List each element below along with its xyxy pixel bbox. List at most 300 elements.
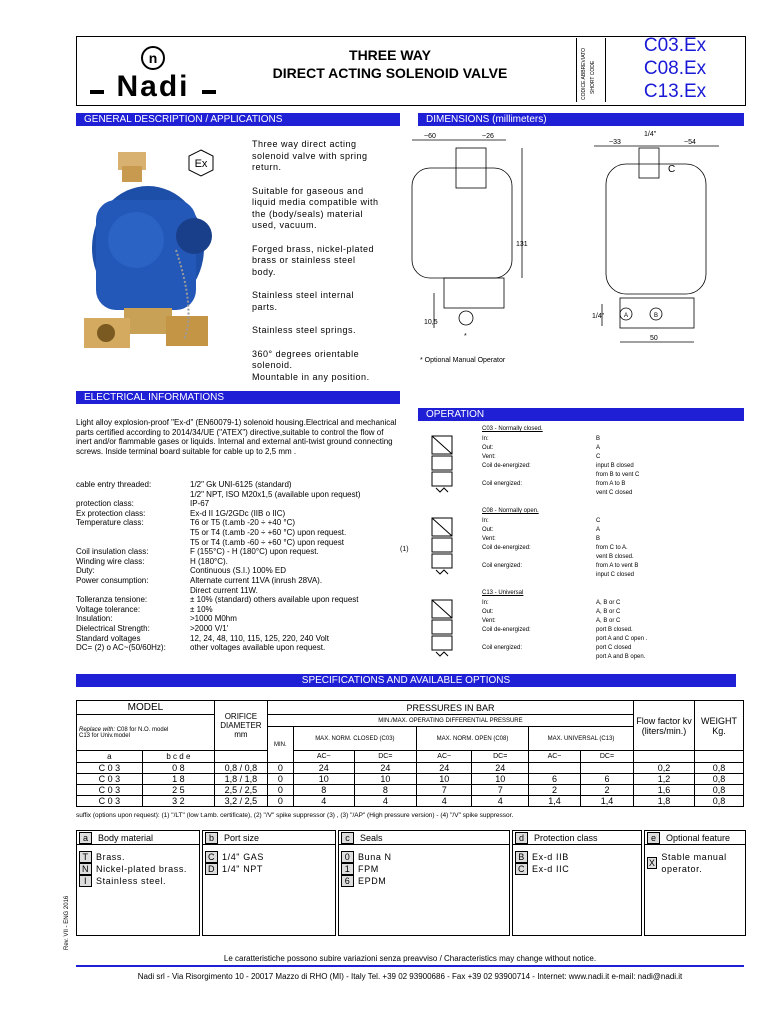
table-cell: 8 bbox=[293, 785, 354, 796]
operation-line bbox=[482, 600, 620, 606]
option-title: Body material bbox=[98, 832, 154, 843]
svg-text:50: 50 bbox=[650, 335, 658, 342]
spec-value: ± 10% bbox=[190, 604, 213, 614]
electrical-heading: ELECTRICAL INFORMATIONS bbox=[76, 391, 400, 404]
electrical-intro: Light alloy explosion-proof "Ex-d" (EN60079-1) solenoid housing.Electrical and mechanical parts certified according to 2014/34/UE ("ATEX") directive,suitable to control the flow of inert and/or flammable gases or liquids. Internal and external anti-twist ground connecting screws. Inside terminal board suitable for cable up to 2,5 mm . bbox=[76, 418, 397, 456]
table-cell: 1,6 bbox=[634, 785, 695, 796]
operation-line bbox=[482, 445, 600, 451]
operation-line bbox=[482, 472, 639, 478]
operation-value: A bbox=[596, 445, 601, 451]
operation-key: Vent: bbox=[482, 454, 496, 460]
operation-key bbox=[482, 554, 596, 560]
dc-label: DC= bbox=[472, 751, 529, 763]
company-address: Nadi srl - Via Risorgimento 10 - 20017 Mazzo di RHO (MI) - Italy Tel. +39 02 93900686 - Fax +39 02 93900714 - Internet: www.nadi.it e-mail: nadi@nadi.it bbox=[137, 972, 683, 981]
option-code: D bbox=[205, 863, 218, 875]
option-header bbox=[513, 831, 641, 845]
option-header bbox=[645, 831, 745, 845]
option-text: 1/4" GAS bbox=[222, 852, 265, 862]
operation-heading: OPERATION bbox=[418, 408, 744, 421]
operation-line bbox=[482, 609, 620, 615]
operation-panel bbox=[418, 424, 738, 664]
option-item bbox=[77, 863, 199, 875]
dimensions-heading: DIMENSIONS (millimeters) bbox=[418, 113, 744, 126]
option-text: Stable manual operator. bbox=[661, 852, 727, 874]
table-row bbox=[77, 796, 744, 807]
spec-key: protection class: bbox=[76, 499, 134, 509]
weight-header: WEIGHT Kg. bbox=[695, 701, 744, 751]
table-cell: 3,2 / 2,5 bbox=[214, 796, 267, 807]
operation-value: input C closed bbox=[596, 572, 635, 578]
option-letter: c bbox=[341, 832, 354, 844]
spec-key: Voltage tolerance: bbox=[76, 604, 141, 614]
general-heading: GENERAL DESCRIPTION / APPLICATIONS bbox=[76, 113, 400, 126]
table-cell: 4 bbox=[354, 796, 416, 807]
option-box bbox=[202, 830, 336, 936]
spec-key: Dielectrical Strength: bbox=[76, 623, 150, 633]
operation-value: C bbox=[596, 518, 601, 524]
svg-text:Ex: Ex bbox=[194, 158, 208, 170]
manual-operator-note: * Optional Manual Operator bbox=[420, 357, 506, 364]
operation-line bbox=[482, 554, 634, 560]
option-box bbox=[76, 830, 200, 936]
dc-label: DC= bbox=[354, 751, 416, 763]
operation-key: Vent: bbox=[482, 536, 496, 542]
table-cell: 0,8 bbox=[695, 774, 744, 785]
operation-title: C03 - Normally closed. bbox=[482, 426, 543, 432]
option-item bbox=[513, 851, 641, 863]
operation-group bbox=[418, 424, 738, 504]
revision-label: Rev. VII - ENG 2016 bbox=[64, 895, 70, 950]
operation-key bbox=[482, 654, 596, 660]
operation-value: from A to B bbox=[596, 481, 626, 487]
operation-line bbox=[482, 572, 634, 578]
operation-value: B bbox=[596, 536, 601, 542]
suffix-note: suffix (options upon request): (1) "/LT" (low t.amb. certificate), (2) "/V" spike suppressor (3) , (3) "/AP" (High pressure version) - (4) "/V" spike suppressor. bbox=[76, 812, 514, 819]
option-item bbox=[645, 851, 745, 875]
spec-value: T5 or T4 (t.amb -20 ÷ +60 °C) upon request. bbox=[190, 527, 347, 537]
option-title: Protection class bbox=[534, 832, 598, 843]
table-cell: 1,8 bbox=[634, 796, 695, 807]
option-code: C bbox=[515, 863, 528, 875]
valve-symbol-icon bbox=[424, 596, 460, 660]
max-open-header: MAX. NORM. OPEN (C08) bbox=[417, 727, 529, 751]
svg-text:*: * bbox=[464, 333, 467, 340]
operation-key: Coil de-energized: bbox=[482, 627, 531, 633]
spec-row bbox=[76, 509, 406, 519]
spec-key: Temperature class: bbox=[76, 518, 144, 528]
option-letter: e bbox=[647, 832, 660, 844]
option-code: C bbox=[205, 851, 218, 863]
spec-row bbox=[76, 528, 406, 538]
spec-key: Tolleranza tensione: bbox=[76, 595, 148, 605]
note-mark: (1) bbox=[400, 546, 409, 553]
specs-heading: SPECIFICATIONS AND AVAILABLE OPTIONS bbox=[76, 674, 736, 687]
valve-symbol-icon bbox=[424, 514, 460, 578]
table-cell: 10 bbox=[472, 774, 529, 785]
max-univ-header: MAX. UNIVERSAL (C13) bbox=[529, 727, 634, 751]
spec-value: Continuous (S.I.) 100% ED bbox=[190, 566, 287, 576]
operation-title: C13 - Universal bbox=[482, 590, 524, 596]
table-cell: 2 bbox=[580, 785, 633, 796]
option-code: X bbox=[648, 858, 656, 868]
spec-value: >1000 M0hm bbox=[190, 614, 237, 624]
ex-hexagon-icon bbox=[186, 148, 216, 178]
operation-line bbox=[482, 490, 632, 496]
operation-line bbox=[482, 481, 625, 487]
svg-text:Nadi: Nadi bbox=[116, 70, 190, 100]
option-text: Ex-d IIB bbox=[532, 852, 569, 862]
specs-table-wrap bbox=[76, 700, 744, 807]
spec-value: H (180°C). bbox=[190, 556, 228, 566]
desc-paragraph: 360° degrees orientable solenoid. Mountable in any position. bbox=[252, 348, 370, 382]
table-cell: 1,2 bbox=[634, 774, 695, 785]
operation-value: port A and C open . bbox=[596, 636, 648, 642]
spec-value: Direct current 11W. bbox=[190, 585, 258, 595]
orifice-header: ORIFICE DIAMETER mm bbox=[214, 701, 267, 751]
option-code: B bbox=[515, 851, 528, 863]
operation-value: from A to vent B bbox=[596, 563, 639, 569]
spec-value: IP-67 bbox=[190, 499, 210, 509]
letters-bcde: b c d e bbox=[142, 751, 214, 763]
spec-row bbox=[76, 586, 406, 596]
option-code: 6 bbox=[341, 875, 354, 887]
table-cell: 2 bbox=[529, 785, 581, 796]
spec-key: Standard voltages bbox=[76, 633, 141, 643]
svg-text:~60: ~60 bbox=[424, 133, 436, 140]
operation-line bbox=[482, 536, 600, 542]
operation-value: from B to vent C bbox=[596, 472, 640, 478]
table-cell: 4 bbox=[472, 796, 529, 807]
operation-key: Coil energized: bbox=[482, 481, 523, 487]
operation-key: Coil de-energized: bbox=[482, 545, 531, 551]
operation-group bbox=[418, 506, 738, 586]
spec-key: Insulation: bbox=[76, 614, 113, 624]
table-cell: 24 bbox=[354, 763, 416, 774]
table-cell: 2 5 bbox=[142, 785, 214, 796]
ac-label: AC~ bbox=[293, 751, 354, 763]
option-item bbox=[513, 863, 641, 875]
desc-paragraph: Three way direct acting solenoid valve with spring return. bbox=[252, 139, 368, 172]
table-cell: 0,8 bbox=[695, 785, 744, 796]
operation-line bbox=[482, 563, 638, 569]
spec-key: Winding wire class: bbox=[76, 556, 145, 566]
operation-line bbox=[482, 636, 647, 642]
operation-value: vent B closed. bbox=[596, 554, 634, 560]
svg-text:131: 131 bbox=[516, 241, 528, 248]
table-cell: 0 bbox=[267, 763, 293, 774]
spec-key: DC= (2) o AC~(50/60Hz): bbox=[76, 643, 166, 653]
table-cell: 7 bbox=[417, 785, 472, 796]
operation-line bbox=[482, 454, 600, 460]
nadi-logo bbox=[88, 42, 218, 100]
table-cell: 10 bbox=[293, 774, 354, 785]
option-item bbox=[339, 851, 509, 863]
spec-row bbox=[76, 490, 406, 500]
option-box bbox=[512, 830, 642, 936]
table-cell: 0,2 bbox=[634, 763, 695, 774]
svg-text:1/4": 1/4" bbox=[644, 131, 657, 138]
option-code: N bbox=[79, 863, 92, 875]
option-letter: a bbox=[79, 832, 92, 844]
operation-line bbox=[482, 545, 628, 551]
operation-value: A, B or C bbox=[596, 600, 621, 606]
desc-paragraph: Stainless steel internal parts. bbox=[252, 290, 355, 312]
operation-key bbox=[482, 472, 596, 478]
specs-table bbox=[76, 700, 744, 807]
operation-key bbox=[482, 490, 596, 496]
spec-value: T6 or T5 (t.amb -20 ÷ +40 °C) bbox=[190, 518, 296, 528]
operation-line bbox=[482, 654, 645, 660]
operation-key: In: bbox=[482, 518, 489, 524]
table-cell: 8 bbox=[354, 785, 416, 796]
table-cell: 24 bbox=[417, 763, 472, 774]
table-cell: 6 bbox=[529, 774, 581, 785]
desc-paragraph: Stainless steel springs. bbox=[252, 325, 357, 335]
operation-line bbox=[482, 518, 600, 524]
operation-key: Coil energized: bbox=[482, 645, 523, 651]
option-letter: b bbox=[205, 832, 218, 844]
table-row bbox=[77, 763, 744, 774]
operation-key bbox=[482, 572, 596, 578]
option-text: Nickel-plated brass. bbox=[96, 864, 188, 874]
table-cell bbox=[529, 763, 581, 774]
svg-text:~54: ~54 bbox=[684, 139, 696, 146]
replace-note bbox=[77, 715, 215, 751]
title-line-1: THREE WAY bbox=[349, 47, 431, 63]
options-area bbox=[76, 830, 744, 938]
option-code: I bbox=[79, 875, 92, 887]
operation-line bbox=[482, 618, 620, 624]
model-code: C03.Ex bbox=[643, 35, 707, 56]
ac-label: AC~ bbox=[529, 751, 581, 763]
spec-row bbox=[76, 643, 406, 653]
svg-text:~33: ~33 bbox=[609, 139, 621, 146]
electrical-specs bbox=[76, 480, 406, 653]
replace-detail: C08 for N.O. model C13 for Univ.model bbox=[79, 726, 169, 739]
title-line-2: DIRECT ACTING SOLENOID VALVE bbox=[272, 65, 508, 81]
spec-key: cable entry threaded: bbox=[76, 480, 152, 489]
table-cell: 4 bbox=[417, 796, 472, 807]
table-cell: 24 bbox=[293, 763, 354, 774]
spec-row bbox=[76, 566, 406, 576]
option-text: 1/4" NPT bbox=[222, 864, 264, 874]
option-title: Optional feature bbox=[666, 832, 731, 843]
table-cell: 0,8 / 0,8 bbox=[214, 763, 267, 774]
table-cell: 1,8 / 1,8 bbox=[214, 774, 267, 785]
pressures-header: PRESSURES IN BAR bbox=[267, 701, 633, 715]
table-cell: C 0 3 bbox=[77, 763, 143, 774]
option-text: Ex-d IIC bbox=[532, 864, 570, 874]
spec-value: Alternate current 11VA (inrush 28VA). bbox=[190, 575, 323, 585]
operation-line bbox=[482, 645, 631, 651]
option-text: Buna N bbox=[358, 852, 392, 862]
table-cell: 0,8 bbox=[695, 763, 744, 774]
operation-line bbox=[482, 463, 634, 469]
spec-value: Ex-d II 1G/2GDc (IIB o IIC) bbox=[190, 508, 286, 518]
spec-value: 1/2" Gk UNI-6125 (standard) bbox=[190, 480, 292, 489]
spec-value: >2000 V/1' bbox=[190, 623, 229, 633]
spec-value: 1/2" NPT, ISO M20x1,5 (available upon request) bbox=[190, 489, 361, 499]
model-code: C08.Ex bbox=[643, 58, 707, 79]
spec-key bbox=[76, 490, 190, 500]
option-text: Brass. bbox=[96, 852, 126, 862]
desc-paragraph: Forged brass, nickel-plated brass or stainless steel body. bbox=[252, 243, 375, 277]
spec-row bbox=[76, 557, 406, 567]
option-item bbox=[339, 875, 509, 887]
option-box bbox=[644, 830, 746, 936]
operation-value: A, B or C bbox=[596, 609, 621, 615]
spec-key bbox=[76, 538, 190, 548]
spec-row bbox=[76, 595, 406, 605]
operation-key: Coil energized: bbox=[482, 563, 523, 569]
spec-value: T5 or T4 (t.amb -60 ÷ +60 °C) upon request bbox=[190, 537, 344, 547]
option-header bbox=[77, 831, 199, 845]
option-title: Port size bbox=[224, 832, 260, 843]
operation-key: Out: bbox=[482, 609, 494, 615]
table-row bbox=[77, 785, 744, 796]
vertical-label-1: CODICE ABBREVIATO bbox=[581, 47, 587, 100]
table-cell: 24 bbox=[472, 763, 529, 774]
operation-key: Coil de-energized: bbox=[482, 463, 531, 469]
option-header bbox=[339, 831, 509, 845]
option-letter: d bbox=[515, 832, 528, 844]
desc-paragraph: Suitable for gaseous and liquid media compatible with the (body/seals) material used, vacuum. bbox=[252, 185, 379, 230]
option-item bbox=[203, 863, 335, 875]
table-cell: 0 bbox=[267, 774, 293, 785]
model-codes bbox=[610, 34, 740, 103]
disclaimer: Le caratteristiche possono subire variazioni senza preavviso / Characteristics may change without notice. bbox=[223, 954, 597, 963]
table-cell: 6 bbox=[580, 774, 633, 785]
option-item bbox=[77, 875, 199, 887]
flow-header: Flow factor kv (liters/min.) bbox=[634, 701, 695, 751]
operation-key: In: bbox=[482, 600, 489, 606]
svg-text:~26: ~26 bbox=[482, 133, 494, 140]
table-cell: 7 bbox=[472, 785, 529, 796]
option-box bbox=[338, 830, 510, 936]
spec-row bbox=[76, 518, 406, 528]
table-cell: 1,4 bbox=[529, 796, 581, 807]
option-item bbox=[339, 863, 509, 875]
dimension-drawing bbox=[384, 128, 744, 358]
page-title bbox=[240, 46, 540, 82]
option-header bbox=[203, 831, 335, 845]
spec-value: ± 10% (standard) others available upon request bbox=[190, 595, 359, 605]
operation-value: port B closed. bbox=[596, 627, 633, 633]
svg-text:A: A bbox=[624, 313, 629, 319]
operation-value: port A and B open. bbox=[596, 654, 646, 660]
operation-key: Out: bbox=[482, 445, 494, 451]
table-cell: 0 bbox=[267, 796, 293, 807]
svg-text:10,5: 10,5 bbox=[424, 319, 438, 326]
operation-group bbox=[418, 588, 738, 668]
letter-a: a bbox=[77, 751, 143, 763]
spec-key bbox=[76, 586, 190, 596]
spec-row bbox=[76, 538, 406, 548]
table-cell: 0 8 bbox=[142, 763, 214, 774]
valve-symbol-icon bbox=[424, 432, 460, 496]
option-item bbox=[77, 851, 199, 863]
table-row bbox=[77, 774, 744, 785]
spec-row bbox=[76, 614, 406, 624]
operation-title: C08 - Normally open. bbox=[482, 508, 539, 514]
max-closed-header: MAX. NORM. CLOSED (C03) bbox=[293, 727, 416, 751]
spec-value: 12, 24, 48, 110, 115, 125, 220, 240 Volt bbox=[190, 633, 329, 643]
svg-text:C: C bbox=[668, 164, 676, 175]
replace-label: Replace with: bbox=[79, 726, 116, 733]
option-text: FPM bbox=[358, 864, 379, 874]
spec-row bbox=[76, 605, 406, 615]
option-code: T bbox=[79, 851, 92, 863]
svg-text:n: n bbox=[148, 50, 158, 66]
table-cell: 10 bbox=[354, 774, 416, 785]
operation-value: from C to A. bbox=[596, 545, 628, 551]
table-cell: 10 bbox=[417, 774, 472, 785]
operation-value: port C closed bbox=[596, 645, 632, 651]
model-code: C13.Ex bbox=[643, 81, 707, 102]
operation-line bbox=[482, 627, 633, 633]
option-item bbox=[203, 851, 335, 863]
operation-key: Vent: bbox=[482, 618, 496, 624]
operation-value: B bbox=[596, 436, 601, 442]
ac-label: AC~ bbox=[417, 751, 472, 763]
operation-value: A, B or C bbox=[596, 618, 621, 624]
spec-key: Coil insulation class: bbox=[76, 547, 149, 557]
option-text: Stainless steel. bbox=[96, 876, 167, 886]
table-cell: C 0 3 bbox=[77, 796, 143, 807]
spec-key: Power consumption: bbox=[76, 575, 149, 585]
table-cell: C 0 3 bbox=[77, 785, 143, 796]
spec-key: Duty: bbox=[76, 566, 95, 576]
operation-value: input B closed bbox=[596, 463, 634, 469]
spec-key: Ex protection class: bbox=[76, 508, 146, 518]
pressures-sub: MIN./MAX. OPERATING DIFFERENTIAL PRESSURE bbox=[267, 715, 633, 727]
table-cell: 1 8 bbox=[142, 774, 214, 785]
general-description bbox=[252, 139, 382, 383]
model-header: MODEL bbox=[77, 701, 215, 715]
valve-photo bbox=[76, 140, 244, 376]
operation-key: In: bbox=[482, 436, 489, 442]
spec-row bbox=[76, 634, 406, 644]
option-code: 0 bbox=[341, 851, 354, 863]
spec-row bbox=[76, 499, 406, 509]
spec-row bbox=[76, 624, 406, 634]
table-cell: 3 2 bbox=[142, 796, 214, 807]
operation-line bbox=[482, 436, 600, 442]
table-cell: 0,8 bbox=[695, 796, 744, 807]
operation-key bbox=[482, 636, 596, 642]
table-cell: C 0 3 bbox=[77, 774, 143, 785]
table-cell: 4 bbox=[293, 796, 354, 807]
spec-key bbox=[76, 528, 190, 538]
svg-text:1/4": 1/4" bbox=[592, 313, 605, 320]
spec-value: F (155°C) - H (180°C) upon request. bbox=[190, 547, 319, 557]
footer-divider bbox=[76, 965, 744, 967]
letters-row bbox=[77, 751, 744, 763]
svg-text:B: B bbox=[654, 313, 659, 319]
min-header: MIN. bbox=[267, 727, 293, 763]
table-cell bbox=[580, 763, 633, 774]
spec-value: other voltages available upon request. bbox=[190, 643, 326, 653]
operation-line bbox=[482, 527, 600, 533]
spec-row bbox=[76, 547, 406, 557]
operation-key: Out: bbox=[482, 527, 494, 533]
table-cell: 1,4 bbox=[580, 796, 633, 807]
short-code-label bbox=[576, 38, 606, 102]
dc-label: DC= bbox=[580, 751, 633, 763]
option-text: EPDM bbox=[358, 876, 387, 886]
operation-value: A bbox=[596, 527, 601, 533]
spec-row bbox=[76, 480, 406, 490]
